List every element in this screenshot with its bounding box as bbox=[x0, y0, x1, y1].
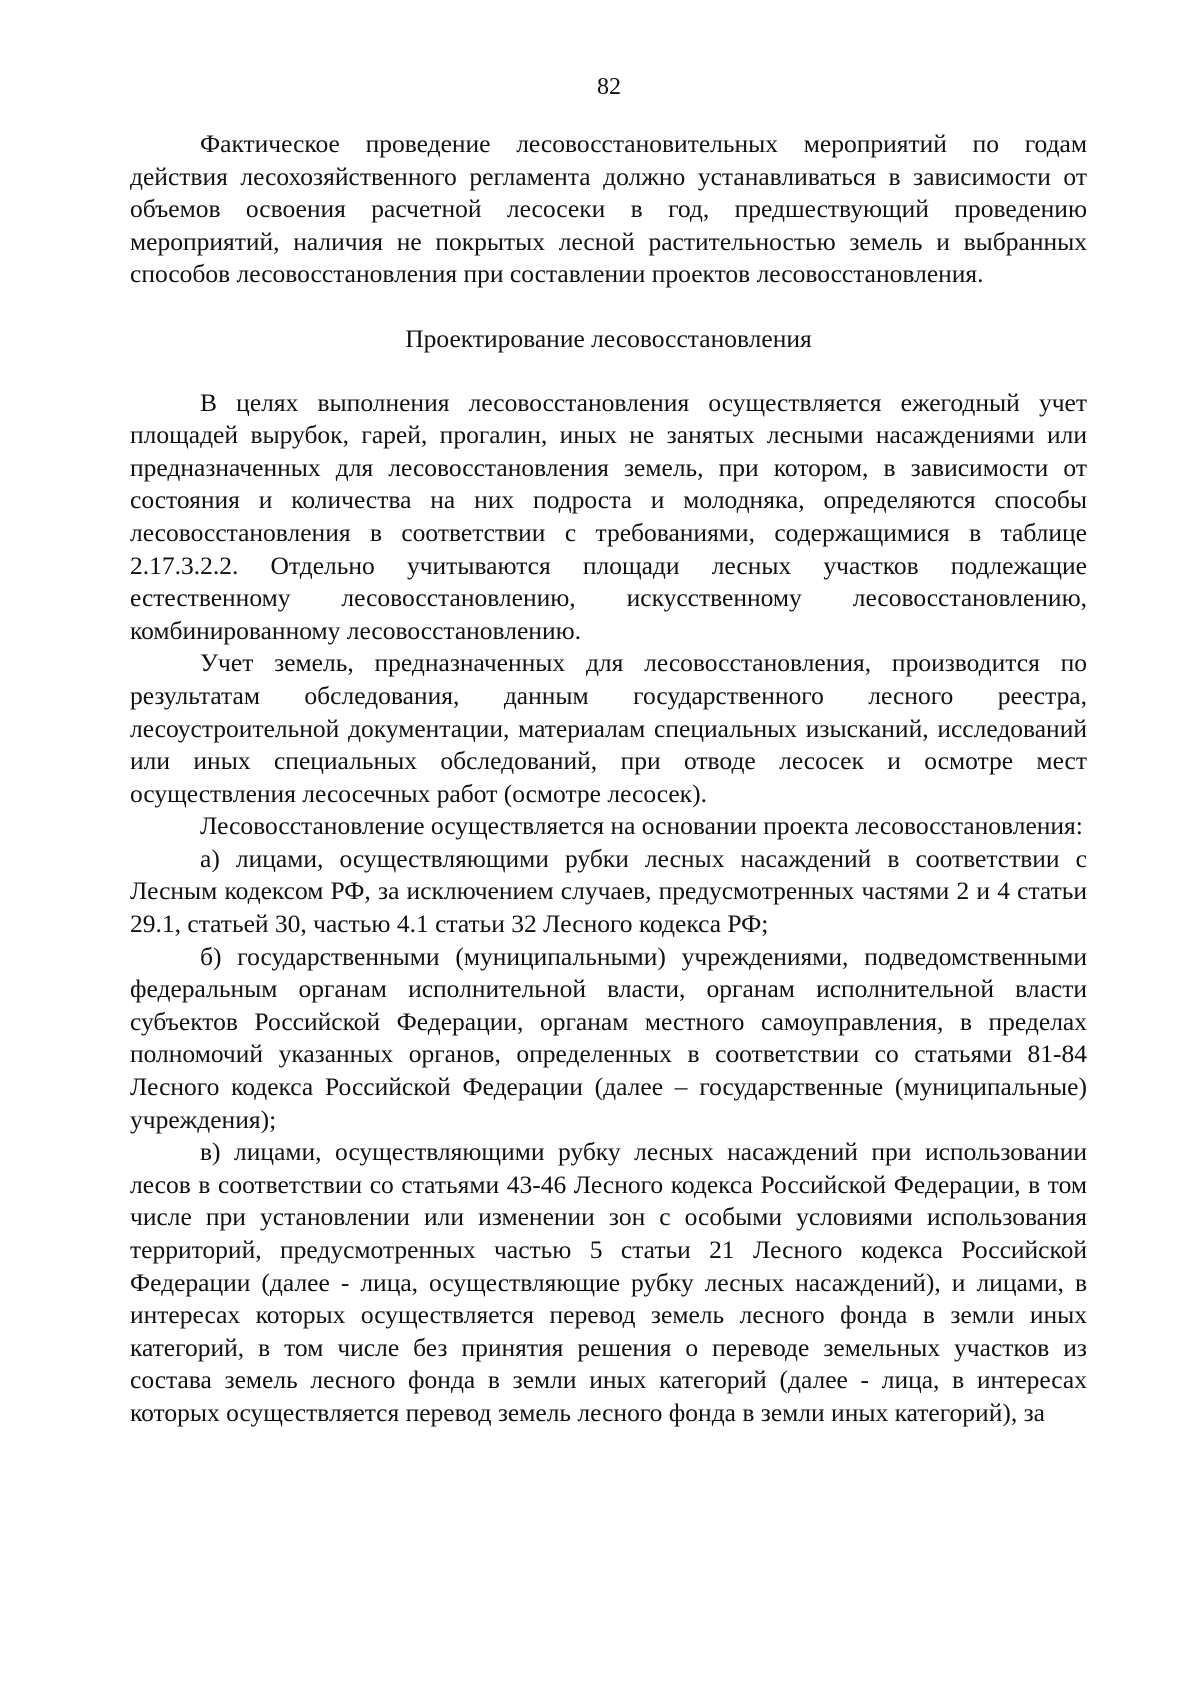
list-item-b: б) государственными (муниципальными) учреждениями, подведомственными федеральным органам исполнительной власти, органам исполнительной власти субъектов Российской Федерации, органам местного самоуправления, в пределах полномочий указанных органов, определенных в соответствии со статьями 81-84 Лесного кодекса Российской Федерации (далее – государственные (муниципальные) учреждения); bbox=[130, 941, 1087, 1134]
list-item-c: в) лицами, осуществляющими рубку лесных насаждений при использовании лесов в соответствии со статьями 43-46 Лесного кодекса Российской Федерации, в том числе при установлении или изменении зон с особыми условиями использования территорий, предусмотренных частью 5 статьи 21 Лесного кодекса Российской Федерации (далее - лица, осуществляющие рубку лесных насаждений), и лицами, в интересах которых осуществляется перевод земель лесного фонда в земли иных категорий, в том числе без принятия решения о переводе земельных участков из состава земель лесного фонда в земли иных категорий (далее - лица, в интересах которых осуществляется перевод земель лесного фонда в земли иных категорий), за bbox=[130, 1137, 1087, 1427]
paragraph-project-basis: Лесовосстановление осуществляется на основании проекта лесовосстановления: bbox=[200, 811, 1083, 841]
section-heading: Проектирование лесовосстановления bbox=[405, 323, 812, 353]
paragraph-measures-schedule: Фактическое проведение лесовосстановительных мероприятий по годам действия лесохозяйственного регламента должно устанавливаться в зависимости от объемов освоения расчетной лесосеки в год, предшествующий проведению мероприятий, наличия не покрытых лесной растительностью земель и выбранных способов лесовосстановления при составлении проектов лесовосстановления. bbox=[130, 129, 1087, 289]
list-item-a: а) лицами, осуществляющими рубки лесных насаждений в соответствии с Лесным кодексом РФ, за исключением случаев, предусмотренных частями 2 и 4 статьи 29.1, статьей 30, частью 4.1 статьи 32 Лесного кодекса РФ; bbox=[130, 843, 1087, 939]
page-number: 82 bbox=[597, 74, 621, 100]
document-body bbox=[130, 128, 1087, 1430]
paragraph-land-accounting: Учет земель, предназначенных для лесовосстановления, производится по результатам обследования, данным государственного лесного реестра, лесоустроительной документации, материалам специальных изысканий, исследований или иных специальных обследований, при отводе лесосек и осмотре мест осуществления лесосечных работ (осмотре лесосек). bbox=[130, 648, 1087, 808]
paragraph-annual-accounting: В целях выполнения лесовосстановления осуществляется ежегодный учет площадей вырубок, гарей, прогалин, иных не занятых лесными насаждениями или предназначенных для лесовосстановления земель, при котором, в зависимости от состояния и количества на них подроста и молодняка, определяются способы лесовосстановления в соответствии с требованиями, содержащимися в таблице 2.17.3.2.2. Отдельно учитываются площади лесных участков подлежащие естественному лесовосстановлению, искусственному лесовосстановлению, комбинированному лесовосстановлению. bbox=[130, 387, 1087, 645]
